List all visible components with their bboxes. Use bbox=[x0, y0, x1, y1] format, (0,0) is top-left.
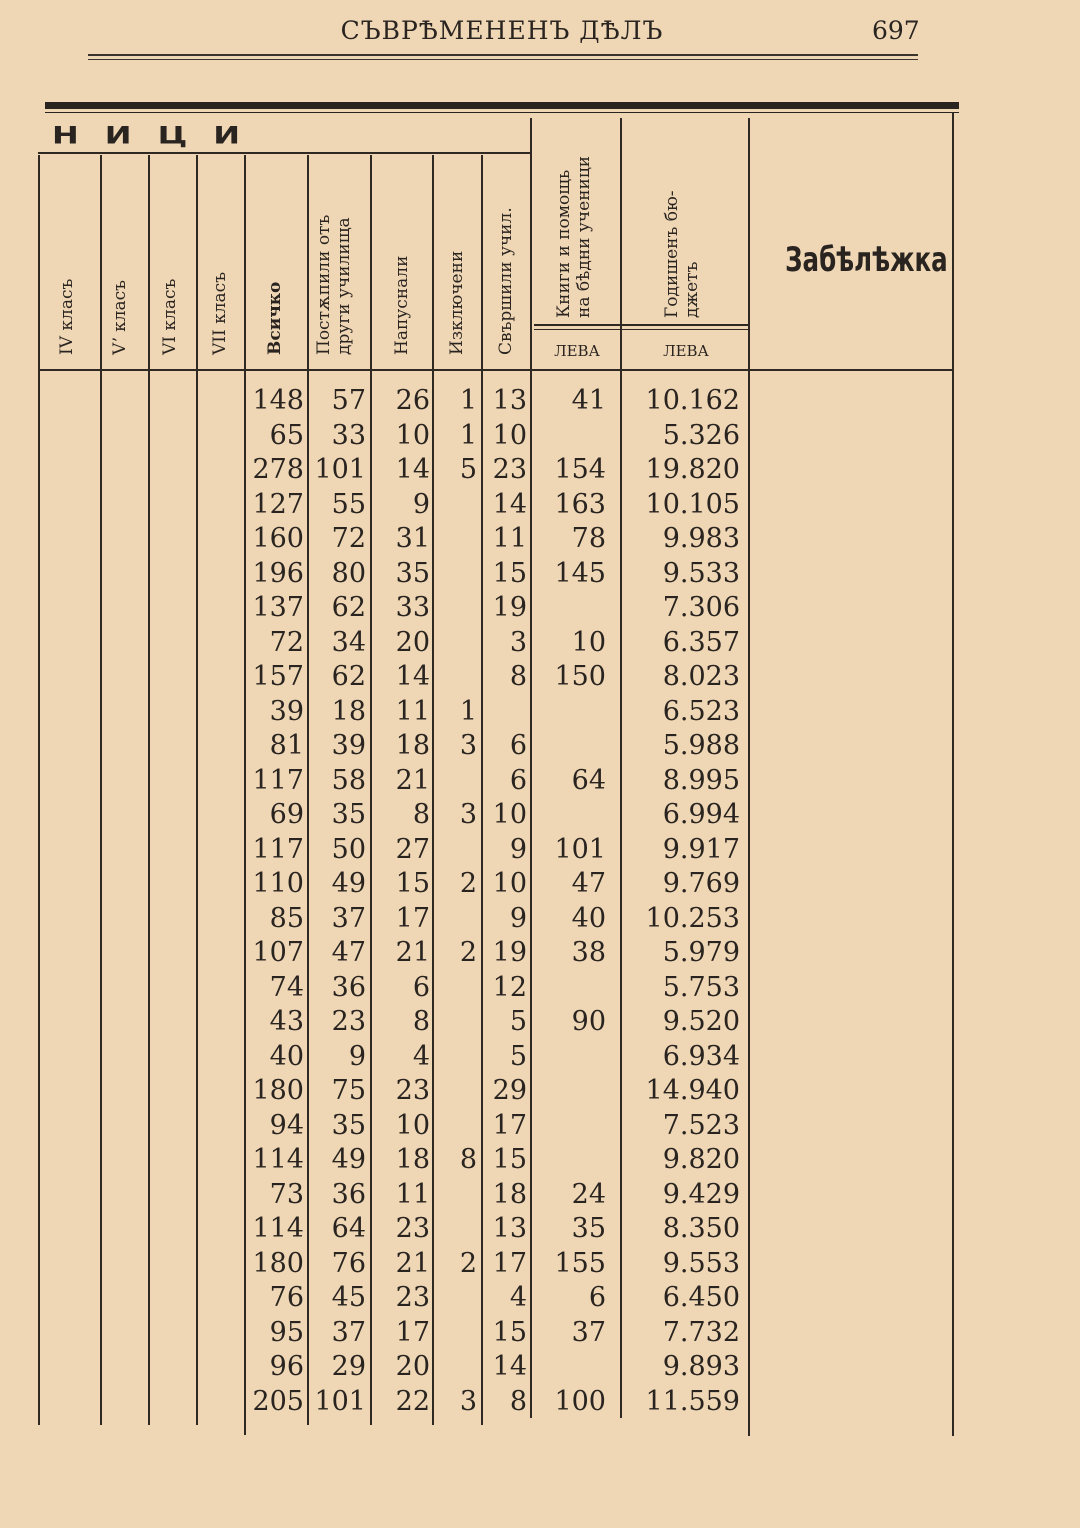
cell-came-from-other-schools: 62 bbox=[331, 592, 366, 623]
cell-total: 160 bbox=[252, 523, 304, 554]
cell-graduated: 6 bbox=[509, 730, 527, 761]
table-row bbox=[0, 1075, 1080, 1110]
cell-left: 15 bbox=[395, 868, 430, 899]
cell-came-from-other-schools: 72 bbox=[331, 523, 366, 554]
cell-total: 39 bbox=[269, 695, 304, 727]
col-header-class6: VI класъ bbox=[160, 278, 180, 355]
table-row bbox=[0, 799, 1080, 834]
table-row bbox=[0, 868, 1080, 903]
cell-came-from-other-schools: 101 bbox=[314, 454, 366, 485]
col-header-total: Всичко bbox=[265, 281, 285, 355]
cell-graduated: 3 bbox=[509, 626, 527, 658]
cell-total: 127 bbox=[252, 488, 304, 520]
cell-left: 22 bbox=[395, 1385, 430, 1417]
cell-came-from-other-schools: 45 bbox=[331, 1282, 366, 1313]
cell-annual-budget: 10.105 bbox=[645, 488, 740, 520]
cell-left: 14 bbox=[395, 661, 430, 692]
cell-total: 196 bbox=[252, 557, 304, 589]
cell-books-aid: 145 bbox=[554, 557, 606, 589]
cell-annual-budget: 9.553 bbox=[662, 1247, 740, 1279]
table-row bbox=[0, 730, 1080, 765]
cell-annual-budget: 10.253 bbox=[645, 902, 740, 934]
table-row bbox=[0, 765, 1080, 800]
cell-came-from-other-schools: 29 bbox=[331, 1351, 366, 1382]
cell-came-from-other-schools: 75 bbox=[331, 1075, 366, 1106]
cell-left: 8 bbox=[412, 799, 430, 830]
cell-graduated: 5 bbox=[509, 1006, 527, 1037]
running-header-title: СЪВРѢМЕНЕНЪ ДѢЛЪ bbox=[340, 16, 664, 45]
table-row bbox=[0, 1248, 1080, 1283]
cell-graduated: 9 bbox=[509, 833, 527, 865]
cell-left: 23 bbox=[395, 1282, 430, 1313]
cell-left: 4 bbox=[412, 1040, 430, 1072]
cell-came-from-other-schools: 37 bbox=[331, 902, 366, 934]
cell-total: 74 bbox=[269, 971, 304, 1003]
cell-annual-budget: 5.326 bbox=[662, 419, 740, 451]
cell-left: 17 bbox=[395, 1316, 430, 1348]
table-row bbox=[0, 558, 1080, 593]
cell-came-from-other-schools: 64 bbox=[331, 1213, 366, 1244]
col-header-class7: VII класъ bbox=[210, 271, 230, 355]
cell-total: 114 bbox=[252, 1213, 304, 1244]
cell-annual-budget: 6.934 bbox=[662, 1040, 740, 1072]
cell-came-from-other-schools: 47 bbox=[331, 937, 366, 968]
cell-came-from-other-schools: 18 bbox=[331, 695, 366, 727]
table-row bbox=[0, 972, 1080, 1007]
cell-books-aid: 35 bbox=[571, 1213, 606, 1244]
cell-total: 81 bbox=[269, 730, 304, 761]
cell-left: 23 bbox=[395, 1213, 430, 1244]
table-row bbox=[0, 1351, 1080, 1386]
cell-came-from-other-schools: 36 bbox=[331, 1178, 366, 1210]
cell-books-aid: 64 bbox=[571, 764, 606, 796]
cell-graduated: 8 bbox=[509, 661, 527, 692]
column-group-title: НИЦИ bbox=[52, 120, 267, 150]
cell-left: 9 bbox=[412, 488, 430, 520]
cell-left: 20 bbox=[395, 1351, 430, 1382]
cell-left: 8 bbox=[412, 1006, 430, 1037]
cell-books-aid: 150 bbox=[554, 661, 606, 692]
cell-total: 85 bbox=[269, 902, 304, 934]
cell-total: 180 bbox=[252, 1247, 304, 1279]
cell-total: 40 bbox=[269, 1040, 304, 1072]
cell-total: 148 bbox=[252, 385, 304, 416]
cell-annual-budget: 6.450 bbox=[662, 1282, 740, 1313]
cell-graduated: 13 bbox=[492, 385, 527, 416]
cell-graduated: 5 bbox=[509, 1040, 527, 1072]
cell-graduated: 19 bbox=[492, 937, 527, 968]
cell-came-from-other-schools: 62 bbox=[331, 661, 366, 692]
table-row bbox=[0, 1282, 1080, 1317]
cell-graduated: 23 bbox=[492, 454, 527, 485]
cell-total: 157 bbox=[252, 661, 304, 692]
cell-came-from-other-schools: 101 bbox=[314, 1385, 366, 1417]
cell-total: 96 bbox=[269, 1351, 304, 1382]
cell-expelled: 2 bbox=[459, 1247, 477, 1279]
table-row bbox=[0, 1041, 1080, 1076]
cell-left: 14 bbox=[395, 454, 430, 485]
cell-graduated: 11 bbox=[492, 523, 527, 554]
cell-total: 110 bbox=[252, 868, 304, 899]
cell-annual-budget: 8.023 bbox=[662, 661, 740, 692]
cell-books-aid: 90 bbox=[571, 1006, 606, 1037]
cell-annual-budget: 9.533 bbox=[662, 557, 740, 589]
cell-total: 137 bbox=[252, 592, 304, 623]
cell-left: 31 bbox=[395, 523, 430, 554]
cell-graduated: 13 bbox=[492, 1213, 527, 1244]
cell-left: 11 bbox=[395, 1178, 430, 1210]
table-row bbox=[0, 627, 1080, 662]
table-row bbox=[0, 834, 1080, 869]
group-underline bbox=[38, 152, 530, 154]
col-header-remark: Забѣлѣжка bbox=[785, 240, 948, 280]
table-row bbox=[0, 661, 1080, 696]
cell-annual-budget: 9.520 bbox=[662, 1006, 740, 1037]
cell-books-aid: 10 bbox=[571, 626, 606, 658]
cell-graduated: 14 bbox=[492, 488, 527, 520]
cell-total: 107 bbox=[252, 937, 304, 968]
cell-graduated: 8 bbox=[509, 1385, 527, 1417]
col-header-expelled: Изключени bbox=[447, 250, 467, 355]
col-header-class5: Vʼ класъ bbox=[110, 280, 130, 355]
cell-graduated: 17 bbox=[492, 1247, 527, 1279]
cell-annual-budget: 9.917 bbox=[662, 833, 740, 865]
cell-came-from-other-schools: 50 bbox=[331, 833, 366, 865]
cell-left: 21 bbox=[395, 937, 430, 968]
cell-total: 205 bbox=[252, 1385, 304, 1417]
cell-came-from-other-schools: 49 bbox=[331, 1144, 366, 1175]
units-divider-thin bbox=[534, 329, 750, 330]
table-row bbox=[0, 1317, 1080, 1352]
cell-came-from-other-schools: 39 bbox=[331, 730, 366, 761]
cell-books-aid: 155 bbox=[554, 1247, 606, 1279]
cell-left: 6 bbox=[412, 971, 430, 1003]
header-rule-double bbox=[88, 59, 918, 60]
cell-books-aid: 40 bbox=[571, 902, 606, 934]
cell-annual-budget: 9.893 bbox=[662, 1351, 740, 1382]
cell-annual-budget: 11.559 bbox=[645, 1385, 740, 1417]
table-top-rule bbox=[45, 102, 959, 109]
cell-came-from-other-schools: 9 bbox=[348, 1040, 366, 1072]
cell-came-from-other-schools: 23 bbox=[331, 1006, 366, 1037]
cell-graduated: 10 bbox=[492, 868, 527, 899]
cell-expelled: 5 bbox=[459, 454, 477, 485]
cell-came-from-other-schools: 33 bbox=[331, 419, 366, 451]
cell-expelled: 3 bbox=[459, 1385, 477, 1417]
cell-books-aid: 6 bbox=[588, 1282, 606, 1313]
cell-graduated: 15 bbox=[492, 1316, 527, 1348]
units-divider bbox=[534, 324, 750, 326]
cell-total: 180 bbox=[252, 1075, 304, 1106]
cell-came-from-other-schools: 80 bbox=[331, 557, 366, 589]
cell-graduated: 10 bbox=[492, 799, 527, 830]
page-number: 697 bbox=[872, 16, 920, 45]
header-rule bbox=[88, 54, 918, 56]
table-row bbox=[0, 937, 1080, 972]
cell-annual-budget: 6.523 bbox=[662, 695, 740, 727]
cell-annual-budget: 9.429 bbox=[662, 1178, 740, 1210]
cell-annual-budget: 9.820 bbox=[662, 1144, 740, 1175]
cell-books-aid: 24 bbox=[571, 1178, 606, 1210]
cell-came-from-other-schools: 55 bbox=[331, 488, 366, 520]
cell-left: 20 bbox=[395, 626, 430, 658]
cell-books-aid: 163 bbox=[554, 488, 606, 520]
cell-left: 26 bbox=[395, 385, 430, 416]
table-row bbox=[0, 903, 1080, 938]
cell-books-aid: 101 bbox=[554, 833, 606, 865]
cell-graduated: 4 bbox=[509, 1282, 527, 1313]
table-row bbox=[0, 1110, 1080, 1145]
cell-left: 35 bbox=[395, 557, 430, 589]
cell-annual-budget: 10.162 bbox=[645, 385, 740, 416]
cell-expelled: 2 bbox=[459, 937, 477, 968]
col-header-left: Напуснали bbox=[392, 255, 412, 355]
cell-expelled: 3 bbox=[459, 730, 477, 761]
cell-books-aid: 41 bbox=[571, 385, 606, 416]
cell-total: 117 bbox=[252, 764, 304, 796]
cell-graduated: 14 bbox=[492, 1351, 527, 1382]
table-row bbox=[0, 1179, 1080, 1214]
cell-total: 278 bbox=[252, 454, 304, 485]
cell-total: 94 bbox=[269, 1109, 304, 1141]
cell-expelled: 1 bbox=[459, 695, 477, 727]
cell-left: 27 bbox=[395, 833, 430, 865]
cell-came-from-other-schools: 49 bbox=[331, 868, 366, 899]
cell-total: 43 bbox=[269, 1006, 304, 1037]
cell-came-from-other-schools: 37 bbox=[331, 1316, 366, 1348]
cell-annual-budget: 8.995 bbox=[662, 764, 740, 796]
table-top-rule-thin bbox=[45, 112, 959, 113]
col-header-annual-budget: Годишенъ бю- джетъ bbox=[662, 190, 702, 318]
cell-total: 95 bbox=[269, 1316, 304, 1348]
cell-total: 114 bbox=[252, 1144, 304, 1175]
cell-annual-budget: 14.940 bbox=[645, 1075, 740, 1106]
cell-expelled: 1 bbox=[459, 385, 477, 416]
cell-annual-budget: 9.769 bbox=[662, 868, 740, 899]
col-header-class4: IV класъ bbox=[57, 278, 77, 355]
cell-came-from-other-schools: 36 bbox=[331, 971, 366, 1003]
cell-expelled: 1 bbox=[459, 419, 477, 451]
table-row bbox=[0, 696, 1080, 731]
cell-came-from-other-schools: 57 bbox=[331, 385, 366, 416]
cell-left: 18 bbox=[395, 1144, 430, 1175]
col-header-books-aid: Книги и помощь на бѣдни ученици bbox=[554, 155, 594, 318]
cell-annual-budget: 7.306 bbox=[662, 592, 740, 623]
cell-graduated: 15 bbox=[492, 1144, 527, 1175]
cell-total: 65 bbox=[269, 419, 304, 451]
cell-graduated: 10 bbox=[492, 419, 527, 451]
cell-left: 17 bbox=[395, 902, 430, 934]
cell-annual-budget: 6.357 bbox=[662, 626, 740, 658]
table-row bbox=[0, 385, 1080, 420]
cell-annual-budget: 5.753 bbox=[662, 971, 740, 1003]
cell-books-aid: 78 bbox=[571, 523, 606, 554]
cell-annual-budget: 19.820 bbox=[645, 454, 740, 485]
cell-left: 10 bbox=[395, 1109, 430, 1141]
cell-books-aid: 100 bbox=[554, 1385, 606, 1417]
table-row bbox=[0, 1006, 1080, 1041]
table-row bbox=[0, 420, 1080, 455]
cell-expelled: 2 bbox=[459, 868, 477, 899]
cell-left: 11 bbox=[395, 695, 430, 727]
cell-left: 21 bbox=[395, 1247, 430, 1279]
cell-books-aid: 37 bbox=[571, 1316, 606, 1348]
cell-annual-budget: 7.732 bbox=[662, 1316, 740, 1348]
cell-left: 33 bbox=[395, 592, 430, 623]
cell-graduated: 12 bbox=[492, 971, 527, 1003]
cell-total: 72 bbox=[269, 626, 304, 658]
cell-total: 76 bbox=[269, 1282, 304, 1313]
cell-annual-budget: 7.523 bbox=[662, 1109, 740, 1141]
cell-graduated: 15 bbox=[492, 557, 527, 589]
cell-graduated: 29 bbox=[492, 1075, 527, 1106]
cell-graduated: 18 bbox=[492, 1178, 527, 1210]
cell-total: 117 bbox=[252, 833, 304, 865]
cell-total: 73 bbox=[269, 1178, 304, 1210]
cell-books-aid: 47 bbox=[571, 868, 606, 899]
col-header-graduated: Свършили учил. bbox=[496, 207, 516, 355]
table-row bbox=[0, 489, 1080, 524]
cell-annual-budget: 9.983 bbox=[662, 523, 740, 554]
cell-annual-budget: 5.979 bbox=[662, 937, 740, 968]
header-bottom-rule bbox=[40, 369, 952, 371]
table-row bbox=[0, 1144, 1080, 1179]
cell-came-from-other-schools: 35 bbox=[331, 799, 366, 830]
cell-expelled: 8 bbox=[459, 1144, 477, 1175]
table-row bbox=[0, 523, 1080, 558]
cell-total: 69 bbox=[269, 799, 304, 830]
cell-came-from-other-schools: 35 bbox=[331, 1109, 366, 1141]
cell-expelled: 3 bbox=[459, 799, 477, 830]
cell-came-from-other-schools: 76 bbox=[331, 1247, 366, 1279]
cell-books-aid: 38 bbox=[571, 937, 606, 968]
col-header-came-from-other-schools: Постѫпили отъ други училища bbox=[314, 214, 354, 355]
table-row bbox=[0, 454, 1080, 489]
cell-annual-budget: 5.988 bbox=[662, 730, 740, 761]
table-row bbox=[0, 1213, 1080, 1248]
cell-annual-budget: 8.350 bbox=[662, 1213, 740, 1244]
cell-graduated: 9 bbox=[509, 902, 527, 934]
cell-came-from-other-schools: 58 bbox=[331, 764, 366, 796]
cell-left: 21 bbox=[395, 764, 430, 796]
table-row bbox=[0, 592, 1080, 627]
cell-graduated: 17 bbox=[492, 1109, 527, 1141]
cell-left: 18 bbox=[395, 730, 430, 761]
cell-left: 10 bbox=[395, 419, 430, 451]
cell-came-from-other-schools: 34 bbox=[331, 626, 366, 658]
cell-left: 23 bbox=[395, 1075, 430, 1106]
unit-budget: ЛЕВА bbox=[663, 342, 709, 360]
cell-graduated: 19 bbox=[492, 592, 527, 623]
cell-graduated: 6 bbox=[509, 764, 527, 796]
table-row bbox=[0, 1386, 1080, 1421]
cell-annual-budget: 6.994 bbox=[662, 799, 740, 830]
unit-books: ЛЕВА bbox=[554, 342, 600, 360]
cell-books-aid: 154 bbox=[554, 454, 606, 485]
